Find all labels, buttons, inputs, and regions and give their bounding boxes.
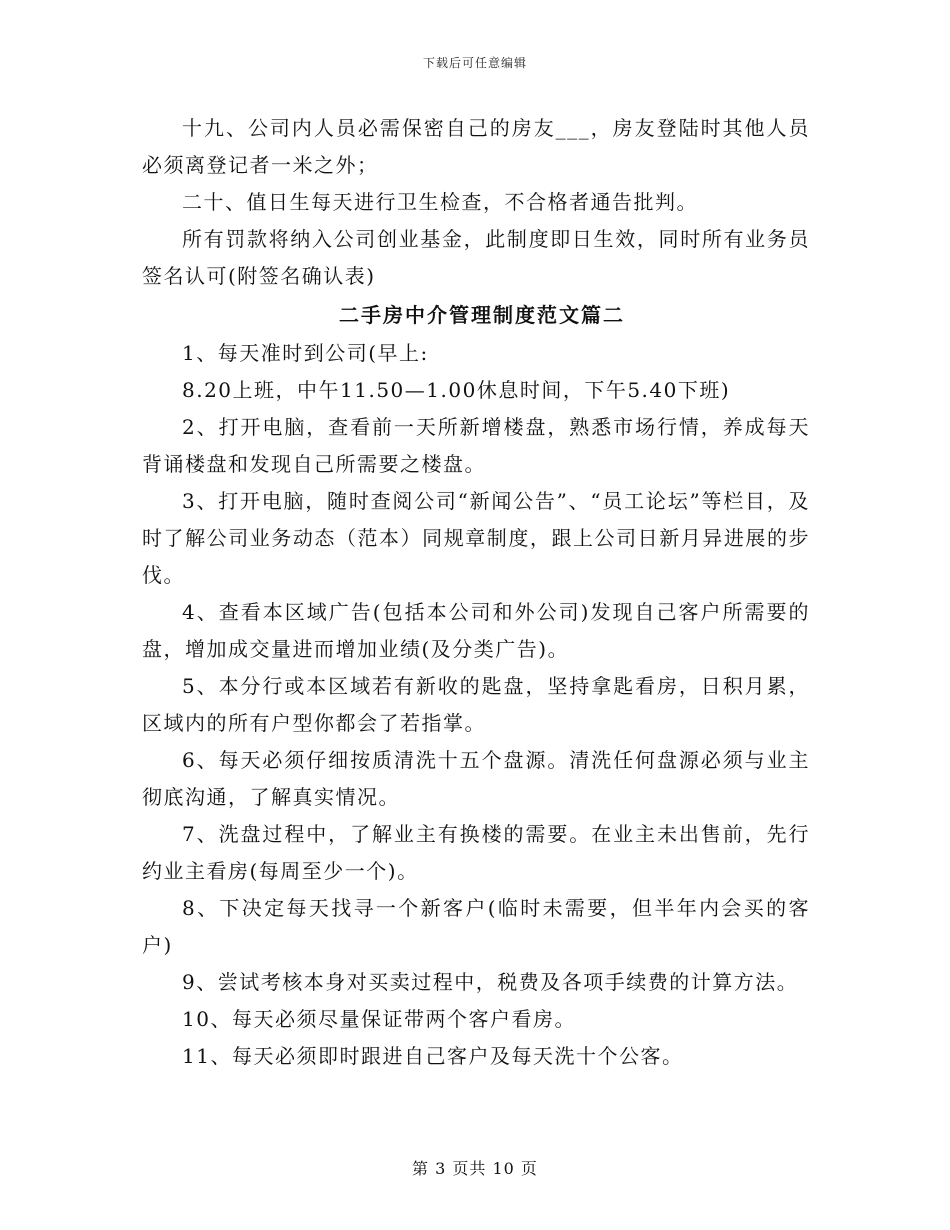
section-title: 二手房中介管理制度范文篇二 [339, 303, 625, 327]
document-body [142, 110, 810, 1075]
paragraph: 3、打开电脑，随时查阅公司“新闻公告”、“员工论坛”等栏目，及时了解公司业务动态（范本）同规章制度，跟上公司日新月异进展的步伐。 [142, 489, 810, 587]
paragraph: 8.20上班，中午11.50—1.00休息时间，下午5.40下班) [182, 378, 731, 402]
paragraph: 十九、公司内人员必需保密自己的房友___，房友登陆时其他人员必须离登记者一米之外； [142, 116, 810, 177]
paragraph: 所有罚款将纳入公司创业基金，此制度即日生效，同时所有业务员签名认可(附签名确认表) [142, 227, 810, 288]
paragraph: 7、洗盘过程中，了解业主有换楼的需要。在业主未出售前，先行约业主看房(每周至少一个)。 [142, 822, 810, 883]
paragraph: 1、每天准时到公司(早上: [182, 341, 429, 365]
paragraph: 6、每天必须仔细按质清洗十五个盘源。清洗任何盘源必须与业主彻底沟通，了解真实情况。 [142, 748, 810, 809]
page-header: 下载后可任意编辑 [422, 56, 527, 70]
paragraph: 5、本分行或本区域若有新收的匙盘，坚持拿匙看房，日积月累，区域内的所有户型你都会了若指掌。 [142, 674, 810, 735]
paragraph: 8、下决定每天找寻一个新客户(临时未需要，但半年内会买的客户) [142, 896, 810, 957]
page-number-footer: 第 3 页共 10 页 [412, 1159, 538, 1178]
paragraph: 11、每天必须即时跟进自己客户及每天洗十个公客。 [182, 1044, 684, 1068]
paragraph: 2、打开电脑，查看前一天所新增楼盘，熟悉市场行情，养成每天背诵楼盘和发现自己所需要之楼盘。 [142, 415, 810, 476]
paragraph: 二十、值日生每天进行卫生检查，不合格者通告批判。 [182, 190, 698, 214]
paragraph: 10、每天必须尽量保证带两个客户看房。 [182, 1007, 576, 1031]
paragraph: 9、尝试考核本身对买卖过程中，税费及各项手续费的计算方法。 [182, 970, 799, 994]
paragraph: 4、查看本区域广告(包括本公司和外公司)发现自己客户所需要的盘，增加成交量进而增加业绩(及分类广告)。 [142, 600, 810, 661]
